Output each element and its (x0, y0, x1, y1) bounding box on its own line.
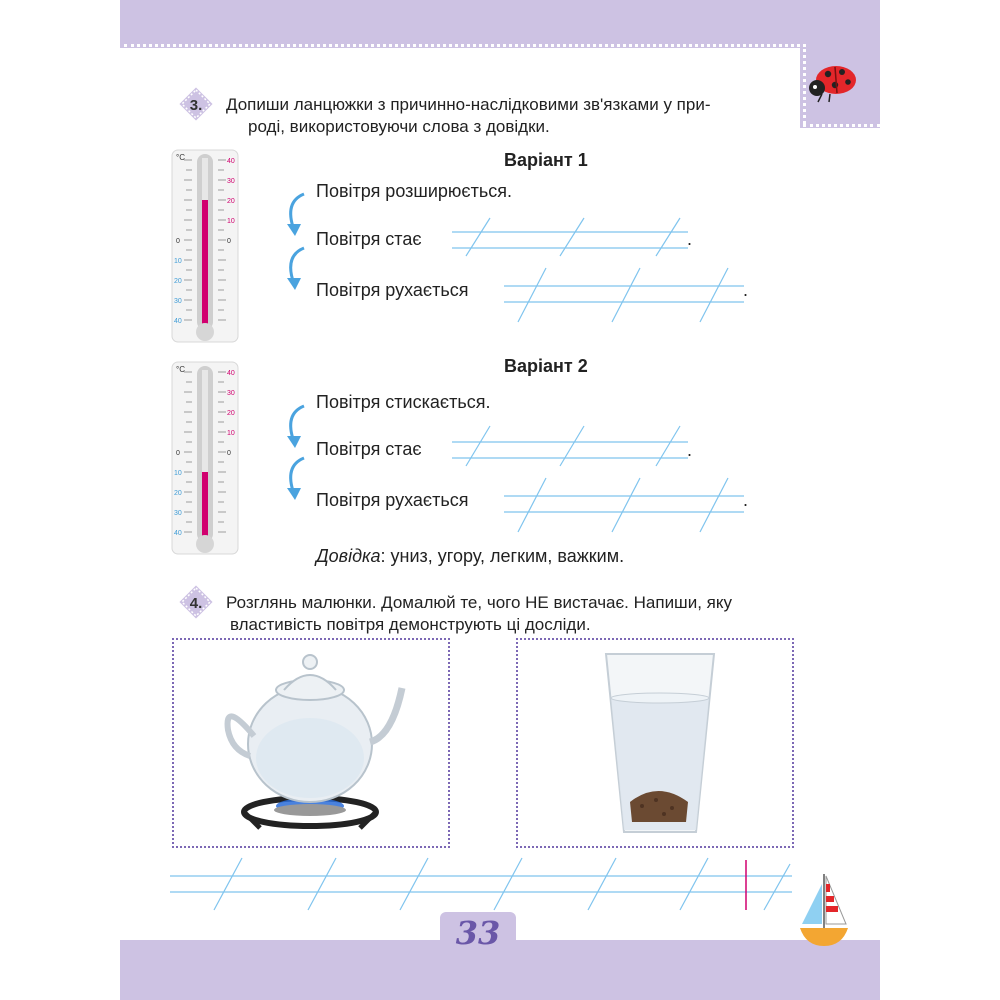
variant-2-line-3: Повітря рухається (316, 490, 469, 510)
svg-text:20: 20 (227, 198, 235, 205)
task-4-instruction-line-1: Розглянь малюнки. Домалюй те, чого НЕ вистачає. Напиши, яку (226, 593, 732, 612)
task-3-instruction (226, 94, 786, 138)
arrow-4-icon (282, 454, 312, 502)
thermometer-1-unit: °C (176, 153, 185, 162)
svg-text:10: 10 (227, 430, 235, 437)
variant-1-title: Варіант 1 (504, 150, 588, 170)
variant-1-line-1: Повітря розширюється. (316, 181, 512, 201)
svg-text:0: 0 (227, 238, 231, 245)
writing-line-v2-1[interactable] (448, 422, 698, 468)
sailboat-icon (796, 870, 852, 950)
variant-2-line-1: Повітря стискається. (316, 392, 491, 412)
v1-line-3-period: . (743, 280, 749, 300)
variant-2-title: Варіант 2 (504, 356, 588, 376)
picture-frame-glass[interactable] (516, 638, 794, 848)
v1-line-2-period: . (687, 229, 693, 249)
teapot-on-stove-image (174, 640, 448, 846)
svg-text:10: 10 (174, 258, 182, 265)
svg-text:0: 0 (227, 450, 231, 457)
picture-frame-teapot[interactable] (172, 638, 450, 848)
writing-line-v1-2[interactable] (504, 264, 754, 324)
svg-text:30: 30 (174, 510, 182, 517)
v2-line-3-period: . (743, 490, 749, 510)
writing-line-v1-1[interactable] (448, 214, 698, 258)
thermometer-1 (170, 148, 240, 344)
hint-words: : униз, угору, легким, важким. (380, 546, 625, 566)
header-band (120, 0, 880, 48)
task-3-number: 3. (189, 97, 203, 114)
thermometer-2-unit: °C (176, 365, 185, 374)
task-3-instruction-line-1: Допиши ланцюжки з причинно-наслідковими зв'язками у при- (226, 95, 711, 114)
thermometer-2-mercury (202, 472, 208, 538)
v2-line-2-period: . (687, 440, 693, 460)
svg-text:40: 40 (174, 318, 182, 325)
task-3-badge (176, 84, 216, 124)
svg-text:10: 10 (174, 470, 182, 477)
glass-of-water-image (518, 640, 792, 846)
header-dotted-line (124, 44, 800, 47)
variant-1-line-3: Повітря рухається (316, 280, 469, 300)
svg-text:20: 20 (227, 410, 235, 417)
thermometer-1-mercury (202, 200, 208, 326)
svg-text:20: 20 (174, 278, 182, 285)
svg-text:30: 30 (227, 178, 235, 185)
variant-1-line-2: Повітря стає (316, 229, 422, 249)
task-4-instruction-line-2: властивість повітря демонструють ці досліди. (230, 615, 591, 634)
svg-text:40: 40 (174, 530, 182, 537)
task-4-number: 4. (189, 595, 203, 612)
svg-text:40: 40 (227, 370, 235, 377)
svg-text:10: 10 (227, 218, 235, 225)
svg-text:30: 30 (227, 390, 235, 397)
arrow-2-icon (282, 244, 312, 292)
arrow-3-icon (282, 402, 312, 450)
header-dotted-line-h2 (803, 124, 880, 127)
answer-writing-lines[interactable] (170, 852, 800, 914)
svg-text:40: 40 (227, 158, 235, 165)
arrow-1-icon (282, 190, 312, 238)
task-4-instruction (226, 592, 786, 636)
svg-text:30: 30 (174, 298, 182, 305)
svg-text:0: 0 (176, 238, 180, 245)
hint-line (316, 546, 624, 567)
ladybug-icon (808, 60, 860, 104)
svg-text:0: 0 (176, 450, 180, 457)
page-number: 33 (455, 914, 501, 952)
task-3-instruction-line-2: роді, використовуючи слова з довідки. (248, 117, 550, 136)
header-dotted-line-v (803, 44, 806, 124)
hint-label: Довідка (316, 546, 381, 566)
writing-line-v2-2[interactable] (504, 474, 754, 534)
svg-text:20: 20 (174, 490, 182, 497)
variant-2-line-2: Повітря стає (316, 439, 422, 459)
task-4-badge (176, 582, 216, 622)
thermometer-2 (170, 360, 240, 556)
